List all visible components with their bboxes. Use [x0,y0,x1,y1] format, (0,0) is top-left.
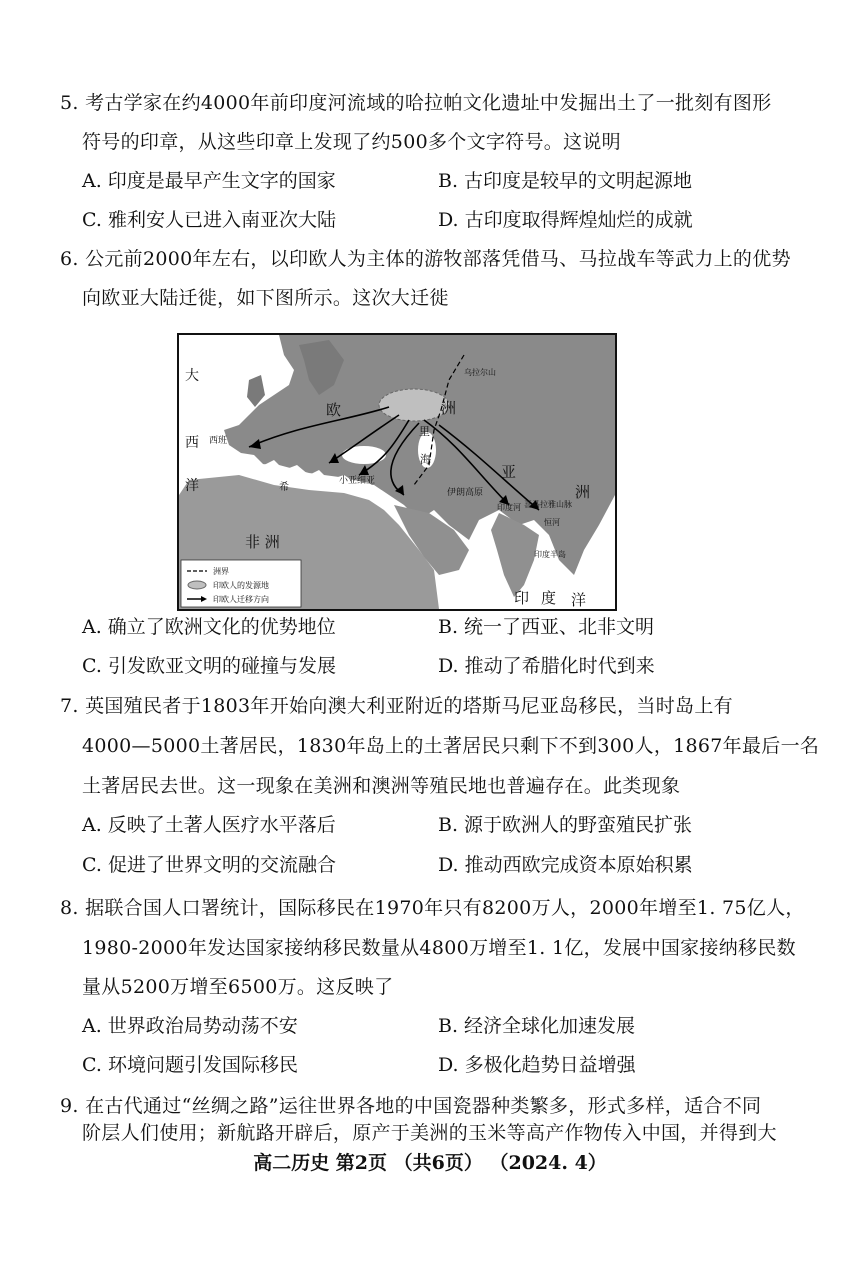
q5-option-d: D. 古印度取得辉煌灿烂的成就 [438,209,693,231]
q5-stem-line1: 5. 考古学家在约4000年前印度河流域的哈拉帕文化遗址中发掘出土了一批刻有图形 [60,92,772,114]
q7-option-d: D. 推动西欧完成资本原始积累 [438,854,693,876]
q9-stem-line1: 9. 在古代通过“丝绸之路”运往世界各地的中国瓷器种类繁多，形式多样，适合不同 [60,1095,762,1117]
label-feizhou: 非 洲 [245,533,280,551]
label-yinduhe: 印度河 [497,503,521,512]
q6-option-a: A. 确立了欧洲文化的优势地位 [82,616,336,638]
label-xiaoyaxiya: 小亚细亚 [339,476,376,486]
label-yang2: 洋 [571,591,587,609]
label-heng: 恒河 [544,518,560,527]
black-sea [342,446,386,464]
legend-route: 印欧人迁移方向 [213,595,269,604]
label-hai: 海 [420,453,431,466]
q7-stem-line2: 4000—5000土著居民，1830年岛上的土著居民只剩下不到300人，1867年最后一名 [82,735,820,757]
legend-origin: 印欧人的发源地 [213,581,269,590]
q8-stem-line3: 量从5200万增至6500万。这反映了 [82,976,394,998]
label-yang: 洋 [185,478,199,494]
label-ou: 欧 [326,401,342,419]
q6-option-d: D. 推动了希腊化时代到来 [438,655,655,677]
label-zhou2: 洲 [575,483,591,501]
q7-stem-line1: 7. 英国殖民者于1803年开始向澳大利亚附近的塔斯马尼亚岛移民，当时岛上有 [60,695,733,717]
q6-option-c: C. 引发欧亚文明的碰撞与发展 [82,655,336,677]
page-footer: 高二历史 第2页 （共6页） （2024. 4） [253,1152,607,1174]
label-da: 大 [185,368,199,384]
q5-stem-line2: 符号的印章，从这些印章上发现了约500多个文字符号。这说明 [82,131,621,153]
label-wulashan: 乌拉尔山 [464,368,496,377]
q6-option-b: B. 统一了西亚、北非文明 [438,616,655,638]
q9-stem-line2: 阶层人们使用；新航路开辟后，原产于美洲的玉米等高产作物传入中国，并得到大 [82,1122,777,1144]
q6-stem-line2: 向欧亚大陆迁徙，如下图所示。这次大迁徙 [82,287,449,309]
label-yindu: 印 [514,589,530,607]
q6-stem-line1: 6. 公元前2000年左右，以印欧人为主体的游牧部落凭借马、马拉战车等武力上的优势 [60,248,791,270]
q8-option-a: A. 世界政治局势动荡不安 [82,1015,298,1037]
legend-boundary: 洲界 [213,567,229,576]
q8-option-b: B. 经济全球化加速发展 [438,1015,636,1037]
map-legend [181,560,301,607]
migration-map [177,333,617,611]
q8-stem-line2: 1980-2000年发达国家接纳移民数量从4800万增至1. 1亿，发展中国家接纳移民数 [82,937,796,959]
label-ximalaya: 喜马拉雅山脉 [524,500,572,509]
label-yilang: 伊朗高原 [447,488,484,498]
q8-option-c: C. 环境问题引发国际移民 [82,1054,298,1076]
label-du: 度 [541,589,557,607]
q5-option-a: A. 印度是最早产生文字的国家 [82,170,336,192]
label-xibanya: 西班 [209,436,228,446]
migration-map-svg [179,335,615,609]
q7-option-a: A. 反映了土著人医疗水平落后 [82,814,336,836]
q7-option-b: B. 源于欧洲人的野蛮殖民扩张 [438,814,693,836]
label-yindu-peninsula: 印度半岛 [534,550,566,559]
q5-option-b: B. 古印度是较早的文明起源地 [438,170,693,192]
label-li: 里 [419,425,430,438]
label-xi: 西 [185,435,199,451]
label-zhou1: 洲 [441,399,457,417]
label-ya: 亚 [501,463,517,481]
q8-stem-line1: 8. 据联合国人口署统计，国际移民在1970年只有8200万人，2000年增至1. 75亿人， [60,897,805,919]
label-xila: 希 [279,482,289,493]
q7-stem-line3: 土著居民去世。这一现象在美洲和澳洲等殖民地也普遍存在。此类现象 [82,775,681,797]
q5-option-c: C. 雅利安人已进入南亚次大陆 [82,209,336,231]
q8-option-d: D. 多极化趋势日益增强 [438,1054,636,1076]
q7-option-c: C. 促进了世界文明的交流融合 [82,854,336,876]
